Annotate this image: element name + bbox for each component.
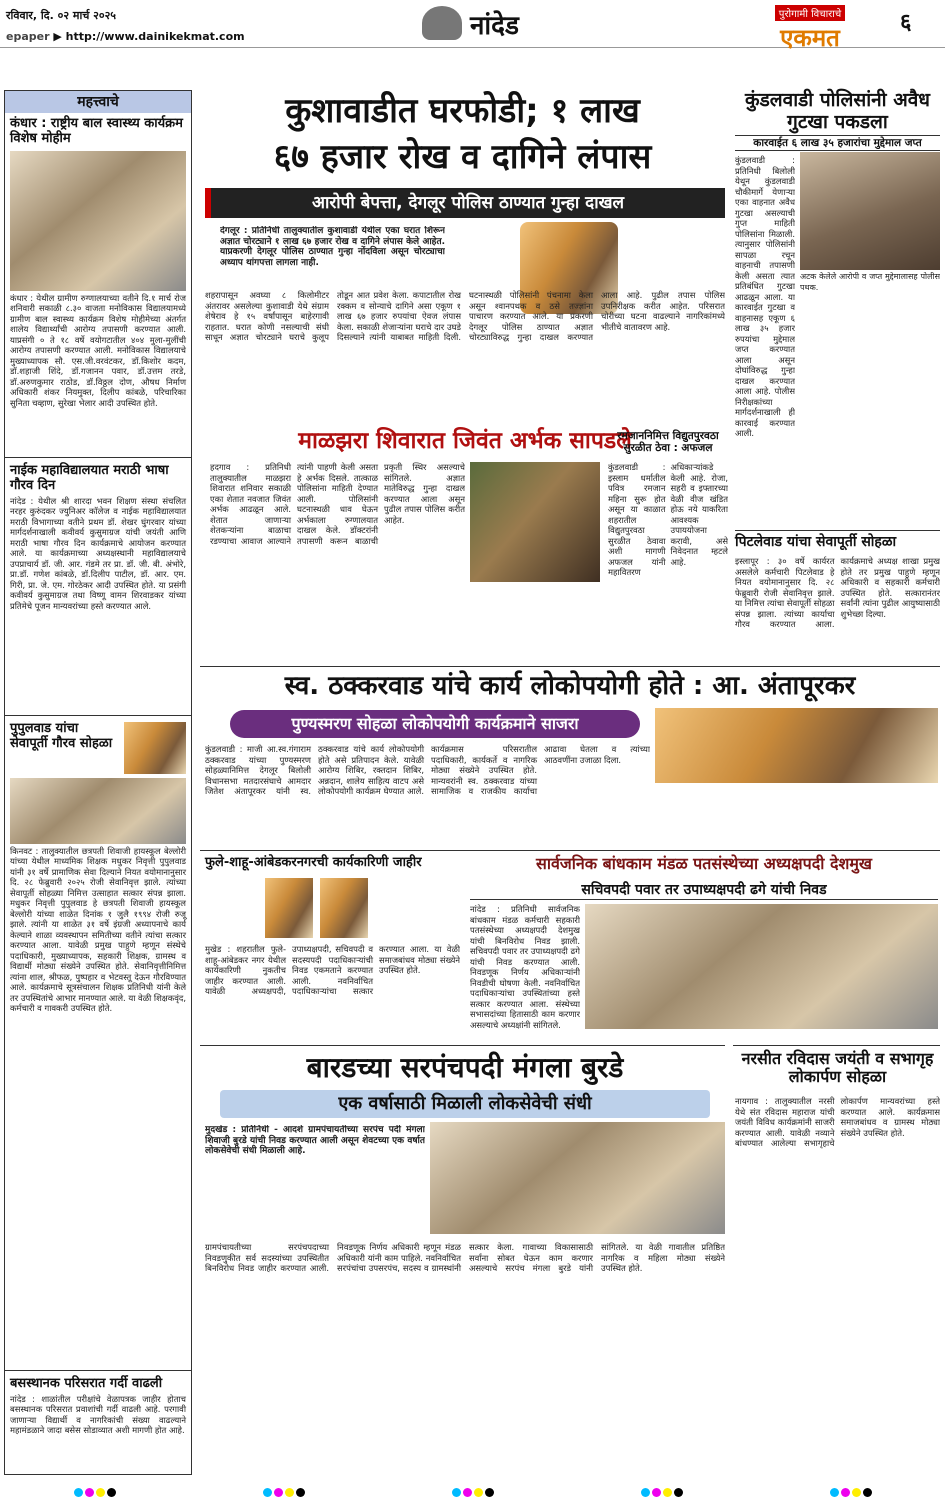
emblem-icon xyxy=(422,6,462,40)
sarpanch-subhead: एक वर्षासाठी मिळाली लोकसेवेची संधी xyxy=(220,1090,710,1118)
site-url[interactable]: epaper ▶ http://www.dainikekmat.com xyxy=(6,30,245,43)
sidebar-s3-head: पुपुलवाड यांचा सेवापूर्ती गौरव सोहळा xyxy=(10,720,113,751)
felicitation-photo xyxy=(10,778,186,844)
infant-body-cont xyxy=(470,586,600,660)
city-name: नांदेड xyxy=(470,11,519,41)
cmyk-marks-3 xyxy=(451,1482,495,1501)
cmyk-marks-1 xyxy=(73,1482,117,1501)
seized-goods-photo xyxy=(800,152,940,270)
sarpanch-intro: मुदखेड : प्रतिनिधी - आदर्श ग्रामपंचायतीच्या सरपंच पदी मंगला शिवाजी बुरडे यांची निवड करण्यात आली असून शेवटच्या एक वर्षात लोकसेवेची संधी मिळाली आहे. xyxy=(205,1125,425,1156)
sidebar-s1-body: कंधार : येथील ग्रामीण रुग्णालयाच्या वतीने दि.१ मार्च रोज शनिवारी सकाळी ८.३० वाजता मनोविकास विद्यालयामध्ये ग्रामीण बाल स्वास्थ्य कार्यक्रम विशेष मोहीमेच्या अंतर्गत शालेय विद्यार्थ्यांची आरोग्य तपासणी करण्यात आली. याप्रसंगी ० ते १८ वर्षे वयोगटातील ४०४ मुला-मुलींची आरोग्य तपासणी करण्यात आली. मनोविकास विद्यालयाचे मुख्याध्यापक सौ. एस.जी.वरवंटकर, डॉ.किशोर कदम, डॉ.शहाजी शिंदे, डॉ.गजानन पवार, डॉ.उत्तम तरडे, डॉ.अरुणकुमार राठोड, डॉ.विठ्ठल दोण, औषध निर्माण अधिकारी शंकर नियमुक्त, दिलीप कांबळे, परिचारिका सुनिता चव्हाण, सुरेखा भेलार आदी उपस्थित होते. xyxy=(10,292,186,408)
patsanstha-headline: सार्वजनिक बांधकाम मंडळ पतसंस्थेच्या अध्यक्षपदी देशमुख xyxy=(536,854,872,873)
sarpanch-body: ग्रामपंचायतीच्या सरपंचपदाच्या निवडणुकीत सर्व सदस्यांच्या उपस्थितीत बिनविरोध निवड जाहीर करण्यात आली. निवडणूक निर्णय अधिकारी म्हणून मंडळ अधिकारी यांनी काम पाहिले. नवनिर्वाचित सरपंचांचा उपसरपंच, सदस्य व ग्रामस्थांनी सत्कार केला. गावाच्या विकासासाठी सर्वांना सोबत घेऊन काम करणार असल्याचे सरपंच मंगला बुरडे यांनी सांगितले. या वेळी गावातील प्रतिष्ठित नागरिक व महिला मोठ्या संख्येने उपस्थित होते. xyxy=(205,1242,725,1273)
portrait-1 xyxy=(265,878,313,938)
lead-intro: देगलूर : प्रतिनिधी तालुक्यातील कुशावाडी येथील एका घरात शिरून अज्ञात चोरट्याने १ लाख ६७ हजार रोख व दागिने लंपास केले आहेत. याप्रकरणी देगलूर पोलिस ठाण्यात गुन्हा नोंदविला असून चोरट्याचा अध्याप थांगपत्ता लागला नाही. xyxy=(220,226,445,268)
pitlewad-body: इस्लापूर : ३० वर्षे कार्यरत असलेले कर्मचारी पिटलेवाड हे नियत वयोमानानुसार दि. २८ फेब्रुवारी रोजी सेवानिवृत्त झाले. या निमित्त त्यांचा सेवापूर्ती सोहळा संपन्न झाला. त्यांच्या कार्याचा गौरव करण्यात आला. कार्यक्रमाचे अध्यक्ष शाखा प्रमुख होते तर प्रमुख पाहुणे म्हणून अधिकारी व सहकारी कर्मचारी उपस्थित होते. सत्कारानंतर सर्वांनी त्यांना पुढील आयुष्यासाठी शुभेच्छा दिल्या. xyxy=(735,556,940,629)
thakkar-body: कुंडलवाडी : माजी आ.स्व.गंगाराम ठक्करवाड यांच्या पुण्यस्मरण सोहळ्यानिमित्त देगलूर बिलोली विधानसभा मतदारसंघाचे आमदार जितेश अंतापूरकर यांनी स्व. ठक्करवाड यांचे कार्य लोकोपयोगी होते असे प्रतिपादन केले. यावेळी आरोग्य शिबिर, रक्तदान शिबिर, अन्नदान, शालेय साहित्य वाटप असे लोकोपयोगी कार्यक्रम घेण्यात आले. कार्यक्रमास परिसरातील पदाधिकारी, कार्यकर्ते व नागरिक मोठ्या संख्येने उपस्थित होते. मान्यवरांनी स्व. ठक्करवाड यांच्या सामाजिक व राजकीय कार्याचा आढावा घेतला व त्यांच्या आठवणींना उजाळा दिला. xyxy=(205,744,650,796)
page-number: ६ xyxy=(900,10,912,35)
city-edition xyxy=(400,0,550,46)
sidebar-s3-body: किनवट : तालुक्यातील छत्रपती शिवाजी हायस्कूल बेल्लोरी यांच्या येथील माध्यमिक शिक्षक मधुकर निवृत्ती पुपुलवाड यांनी ३१ वर्षे प्रामाणिक सेवा दिल्याने नियत वयोमानानुसार दि. २८ फेब्रुवारी २०२५ रोजी सेवानिवृत्त झाले. त्यांच्या सेवापूर्ती सोहळ्या निमित्त उत्साहात सत्कार संपन्न झाला. मधुकर निवृत्ती पुपुलवाड हे छत्रपती शिवाजी हायस्कूल बेल्लोरी यांच्या शाळेत दिनांक १ जुलै १९९४ रोजी रुजू झाले. त्यांनी या शाळेत ३१ वर्षे इंग्रजी अध्यापनाचे कार्य केल्याने शाळा व्यवस्थापन समितीच्या वतीने त्यांचा सत्कार करण्यात आला. यावेळी प्रमुख पाहुणे म्हणून संस्थेचे पदाधिकारी, मुख्याध्यापक, सहकारी शिक्षक, ग्रामस्थ व विद्यार्थी मोठ्या संख्येने उपस्थित होते. सेवानिवृत्तीनिमित्त त्यांना शाल, श्रीफळ, पुष्पहार व भेटवस्तू देऊन गौरविण्यात आले. कार्यक्रमाचे सूत्रसंचालन शिक्षक प्रतिनिधी यांनी केले तर उपस्थितांचे आभार मानण्यात आले. या वेळी शिक्षकवृंद, कर्मचारी व गावकरी उपस्थित होते. xyxy=(10,845,186,1014)
lead-headline-2: ६७ हजार रोख व दागिने लंपास xyxy=(273,137,652,177)
phule-intro xyxy=(205,880,260,940)
patsanstha-photo xyxy=(585,904,938,1029)
gutkha-body: कुंडलवाडी : प्रतिनिधी बिलोली येथून कुंडलवाडी चौकीमार्गे येणाऱ्या एका वाहनात अवैध गुटखा असल्याची गुप्त माहिती पोलिसांना मिळाली. त्यानुसार पोलिसांनी सापळा रचून वाहनाची तपासणी केली असता त्यात प्रतिबंधित गुटखा आढळून आला. या कारवाईत गुटखा व वाहनासह एकूण ६ लाख ३५ हजार रुपयांचा मुद्देमाल जप्त करण्यात आला असून दोघांविरुद्ध गुन्हा दाखल करण्यात आला आहे. पोलीस निरीक्षकांच्या मार्गदर्शनाखाली ही कारवाई करण्यात आली. xyxy=(735,155,795,438)
lead-body: शहरापासून अवघ्या ८ किलोमीटर अंतरावर असलेल्या कुशावाडी येथे संग्राम शेषेराव हे १५ वर्षांपासून बाहेरगावी राहतात. घरात कोणी नसल्याची संधी साधून अज्ञात चोरट्याने घराचे कुलूप तोडून आत प्रवेश केला. कपाटातील रोख रक्कम व सोन्याचे दागिने असा एकूण १ लाख ६७ हजार रुपयांचा ऐवज लंपास केला. सकाळी शेजाऱ्यांना घराचे दार उघडे दिसल्याने त्यांनी याबाबत माहिती दिली. घटनास्थळी पोलिसांनी पंचनामा केला असून श्वानपथक व ठसे तज्ज्ञांना पाचारण करण्यात आले. या प्रकरणी देगलूर पोलिस ठाण्यात अज्ञात चोरट्याविरुद्ध गुन्हा दाखल करण्यात आला आहे. पुढील तपास पोलिस उपनिरीक्षक करीत आहेत. परिसरात चोरीच्या घटना वाढल्याने नागरिकांमध्ये भीतीचे वातावरण आहे. xyxy=(205,290,725,342)
issue-date: रविवार, दि. ०२ मार्च २०२५ xyxy=(6,9,117,22)
infant-body: हदगाव : प्रतिनिधी तालुक्यातील माळझरा शिवारात शनिवार सकाळी एका शेतात नवजात जिवंत अर्भक आढळून आले. शेतात जाणाऱ्या शेतकऱ्यांना बाळाचा रडण्याचा आवाज आल्याने त्यांनी पाहणी केली असता हे अर्भक दिसले. तात्काळ पोलिसांना माहिती देण्यात आली. पोलिसांनी घटनास्थळी धाव घेऊन अर्भकाला रुग्णालयात दाखल केले. डॉक्टरांनी तपासणी करून बाळाची प्रकृती स्थिर असल्याचे सांगितले. अज्ञात मातेविरुद्ध गुन्हा दाखल करण्यात आला असून पुढील तपास पोलिस करीत आहेत. xyxy=(210,462,465,546)
portrait-photo xyxy=(124,722,186,774)
gutkha-caption: अटक केलेले आरोपी व जप्त मुद्देमालासह पोलीस पथक. xyxy=(800,272,940,292)
infant-photo xyxy=(470,462,600,582)
brand-tagline: पुरोगामी विचाराचे xyxy=(775,5,845,21)
thakkar-headline: स्व. ठक्करवाड यांचे कार्य लोकोपयोगी होते : आ. अंतापूरकर xyxy=(284,671,856,701)
phule-headline: फुले-शाहू-आंबेडकरनगरची कार्यकारिणी जाहीर xyxy=(205,855,422,870)
sarpanch-photo xyxy=(430,1122,725,1234)
health-camp-photo xyxy=(10,151,186,291)
brand-name: एकमत xyxy=(780,24,840,52)
sidebar-s2-body: नांदेड : येथील श्री शारदा भवन शिक्षण संस्था संचलित नरहर कुरुंदकर ज्युनिअर कॉलेज व नाईक महाविद्यालयात मराठी विभागाच्या वतीने प्रथम डॉ. शेखर घुंगरवार यांच्या मार्गदर्शनाखाली कवीवर्य कुसुमाग्रज यांची जयंती आणि मराठी भाषा गौरव दिन कार्यक्रमाचे आयोजन करण्यात आले. या कार्यक्रमाच्या अध्यक्षस्थानी महाविद्यालयाचे उपप्राचार्य डॉ. जी. आर. गंडमे तर प्रा. डॉ. जी. बी. अंभोरे, प्रा.डॉ. गणेश कांबळे, डॉ.दिलीप पाटील, डॉ. आर. एम. गिरी, प्रा. जे. एम. गोरठेकर आदी उपस्थित होते. या प्रसंगी कवीवर्य कुसुमाग्रज तथा विष्णू वामन शिरवाडकर यांच्या प्रतिमेचे पूजन मान्यवरांच्या हस्ते करण्यात आले. xyxy=(10,495,186,611)
sidebar xyxy=(4,90,192,1475)
lead-subhead: आरोपी बेपत्ता, देगलूर पोलिस ठाण्यात गुन्हा दाखल xyxy=(205,188,725,218)
pitlewad-headline: पिटलेवाड यांचा सेवापूर्ती सोहळा xyxy=(735,534,897,550)
sidebar-title: महत्त्वाचे xyxy=(5,91,191,113)
thakkar-banner: पुण्यस्मरण सोहळा लोकोपयोगी कार्यक्रमाने साजरा xyxy=(230,710,640,738)
portrait-2 xyxy=(320,878,368,938)
sidebar-s2-head: नाईक महाविद्यालयात मराठी भाषा गौरव दिन xyxy=(10,462,169,493)
thakkar-body-cont xyxy=(655,786,938,844)
registration-marks xyxy=(0,1482,945,1501)
sarpanch-headline: बारडच्या सरपंचपदी मंगला बुरडे xyxy=(306,1051,624,1084)
ramjan-headline: रमजाननिमित्त विद्युतपुरवठा सुरळीत ठेवा : अफजल xyxy=(617,430,719,455)
cmyk-marks-2 xyxy=(262,1482,306,1501)
sidebar-s1-head: कंधार : राष्ट्रीय बाल स्वास्थ्य कार्यक्रम विशेष मोहीम xyxy=(10,116,183,146)
site-link[interactable]: http://www.dainikekmat.com xyxy=(65,30,245,43)
cmyk-marks-4 xyxy=(640,1482,684,1501)
infant-headline: माळझरा शिवारात जिवंत अर्भक सापडले xyxy=(298,428,632,454)
thakkar-photo-1 xyxy=(655,708,938,783)
sidebar-s4-head: बसस्थानक परिसरात गर्दी वाढली xyxy=(10,1375,163,1391)
cmyk-marks-5 xyxy=(829,1482,873,1501)
gutkha-subhead: कारवाईत ६ लाख ३५ हजारांचा मुद्देमाल जप्त xyxy=(735,135,940,151)
ravidas-headline: नरसीत रविदास जयंती व सभागृह लोकार्पण सोहळा xyxy=(741,1049,934,1087)
phule-body: मुखेड : शहरातील फुले-शाहू-आंबेडकर नगर येथील कार्यकारिणी नुकतीच जाहीर करण्यात आली. यावेळी अध्यक्षपदी, उपाध्यक्षपदी, सचिवपदी व सदस्यपदी पदाधिकाऱ्यांची निवड एकमताने करण्यात आली. नवनिर्वाचित पदाधिकाऱ्यांचा सत्कार करण्यात आला. या वेळी समाजबांधव मोठ्या संख्येने उपस्थित होते. xyxy=(205,944,460,996)
ramjan-body: कुंडलवाडी : इस्लाम धर्मातील पवित्र रमजान महिना सुरू होत असून या काळात शहरातील विद्युतपुरवठा सुरळीत ठेवावा अशी मागणी अफजल यांनी महावितरण अधिकाऱ्यांकडे केली आहे. रोजा, सहरी व इफ्तारच्या वेळी वीज खंडित होऊ नये याकरिता आवश्यक उपाययोजना करावी, असे निवेदनात म्हटले आहे. xyxy=(608,462,728,577)
gutkha-headline: कुंडलवाडी पोलिसांनी अवैध गुटखा पकडला xyxy=(745,89,930,133)
patsanstha-body: नांदेड : प्रतिनिधी सार्वजनिक बांधकाम मंडळ कर्मचारी सहकारी पतसंस्थेच्या अध्यक्षपदी देशमुख यांची बिनविरोध निवड झाली. सचिवपदी पवार तर उपाध्यक्षपदी ढगे यांची निवड करण्यात आली. निवडणूक निर्णय अधिकाऱ्यांनी निवडीची घोषणा केली. नवनिर्वाचित पदाधिकाऱ्यांचा उपस्थितांच्या हस्ते सत्कार करण्यात आला. संस्थेच्या सभासदांच्या हितासाठी काम करणार असल्याचे अध्यक्षांनी सांगितले. xyxy=(470,904,580,1030)
brand-logo xyxy=(745,2,875,52)
lead-headline-1: कुशावाडीत घरफोडी; १ लाख xyxy=(285,91,640,131)
patsanstha-subhead: सचिवपदी पवार तर उपाध्यक्षपदी ढगे यांची निवड xyxy=(470,880,938,900)
sidebar-s4-body: नांदेड : शाळांतील परीक्षांचे वेळापत्रक जाहीर होताच बसस्थानक परिसरात प्रवाशांची गर्दी वाढली आहे. परगावी जाणाऱ्या विद्यार्थी व नागरिकांची संख्या वाढल्याने महामंडळाने जादा बसेस सोडाव्यात अशी मागणी होत आहे. xyxy=(10,1393,186,1436)
gutkha-body-cont xyxy=(800,296,940,526)
epaper-label: epaper xyxy=(6,30,50,43)
sarpanch-body-a xyxy=(205,1190,425,1240)
ravidas-body: नायगाव : तालुक्यातील नरसी येथे संत रविदास महाराज यांची जयंती विविध कार्यक्रमांनी साजरी करण्यात आली. यावेळी नव्याने बांधण्यात आलेल्या सभागृहाचे लोकार्पण मान्यवरांच्या हस्ते करण्यात आले. कार्यक्रमास समाजबांधव व ग्रामस्थ मोठ्या संख्येने उपस्थित होते. xyxy=(735,1096,940,1148)
